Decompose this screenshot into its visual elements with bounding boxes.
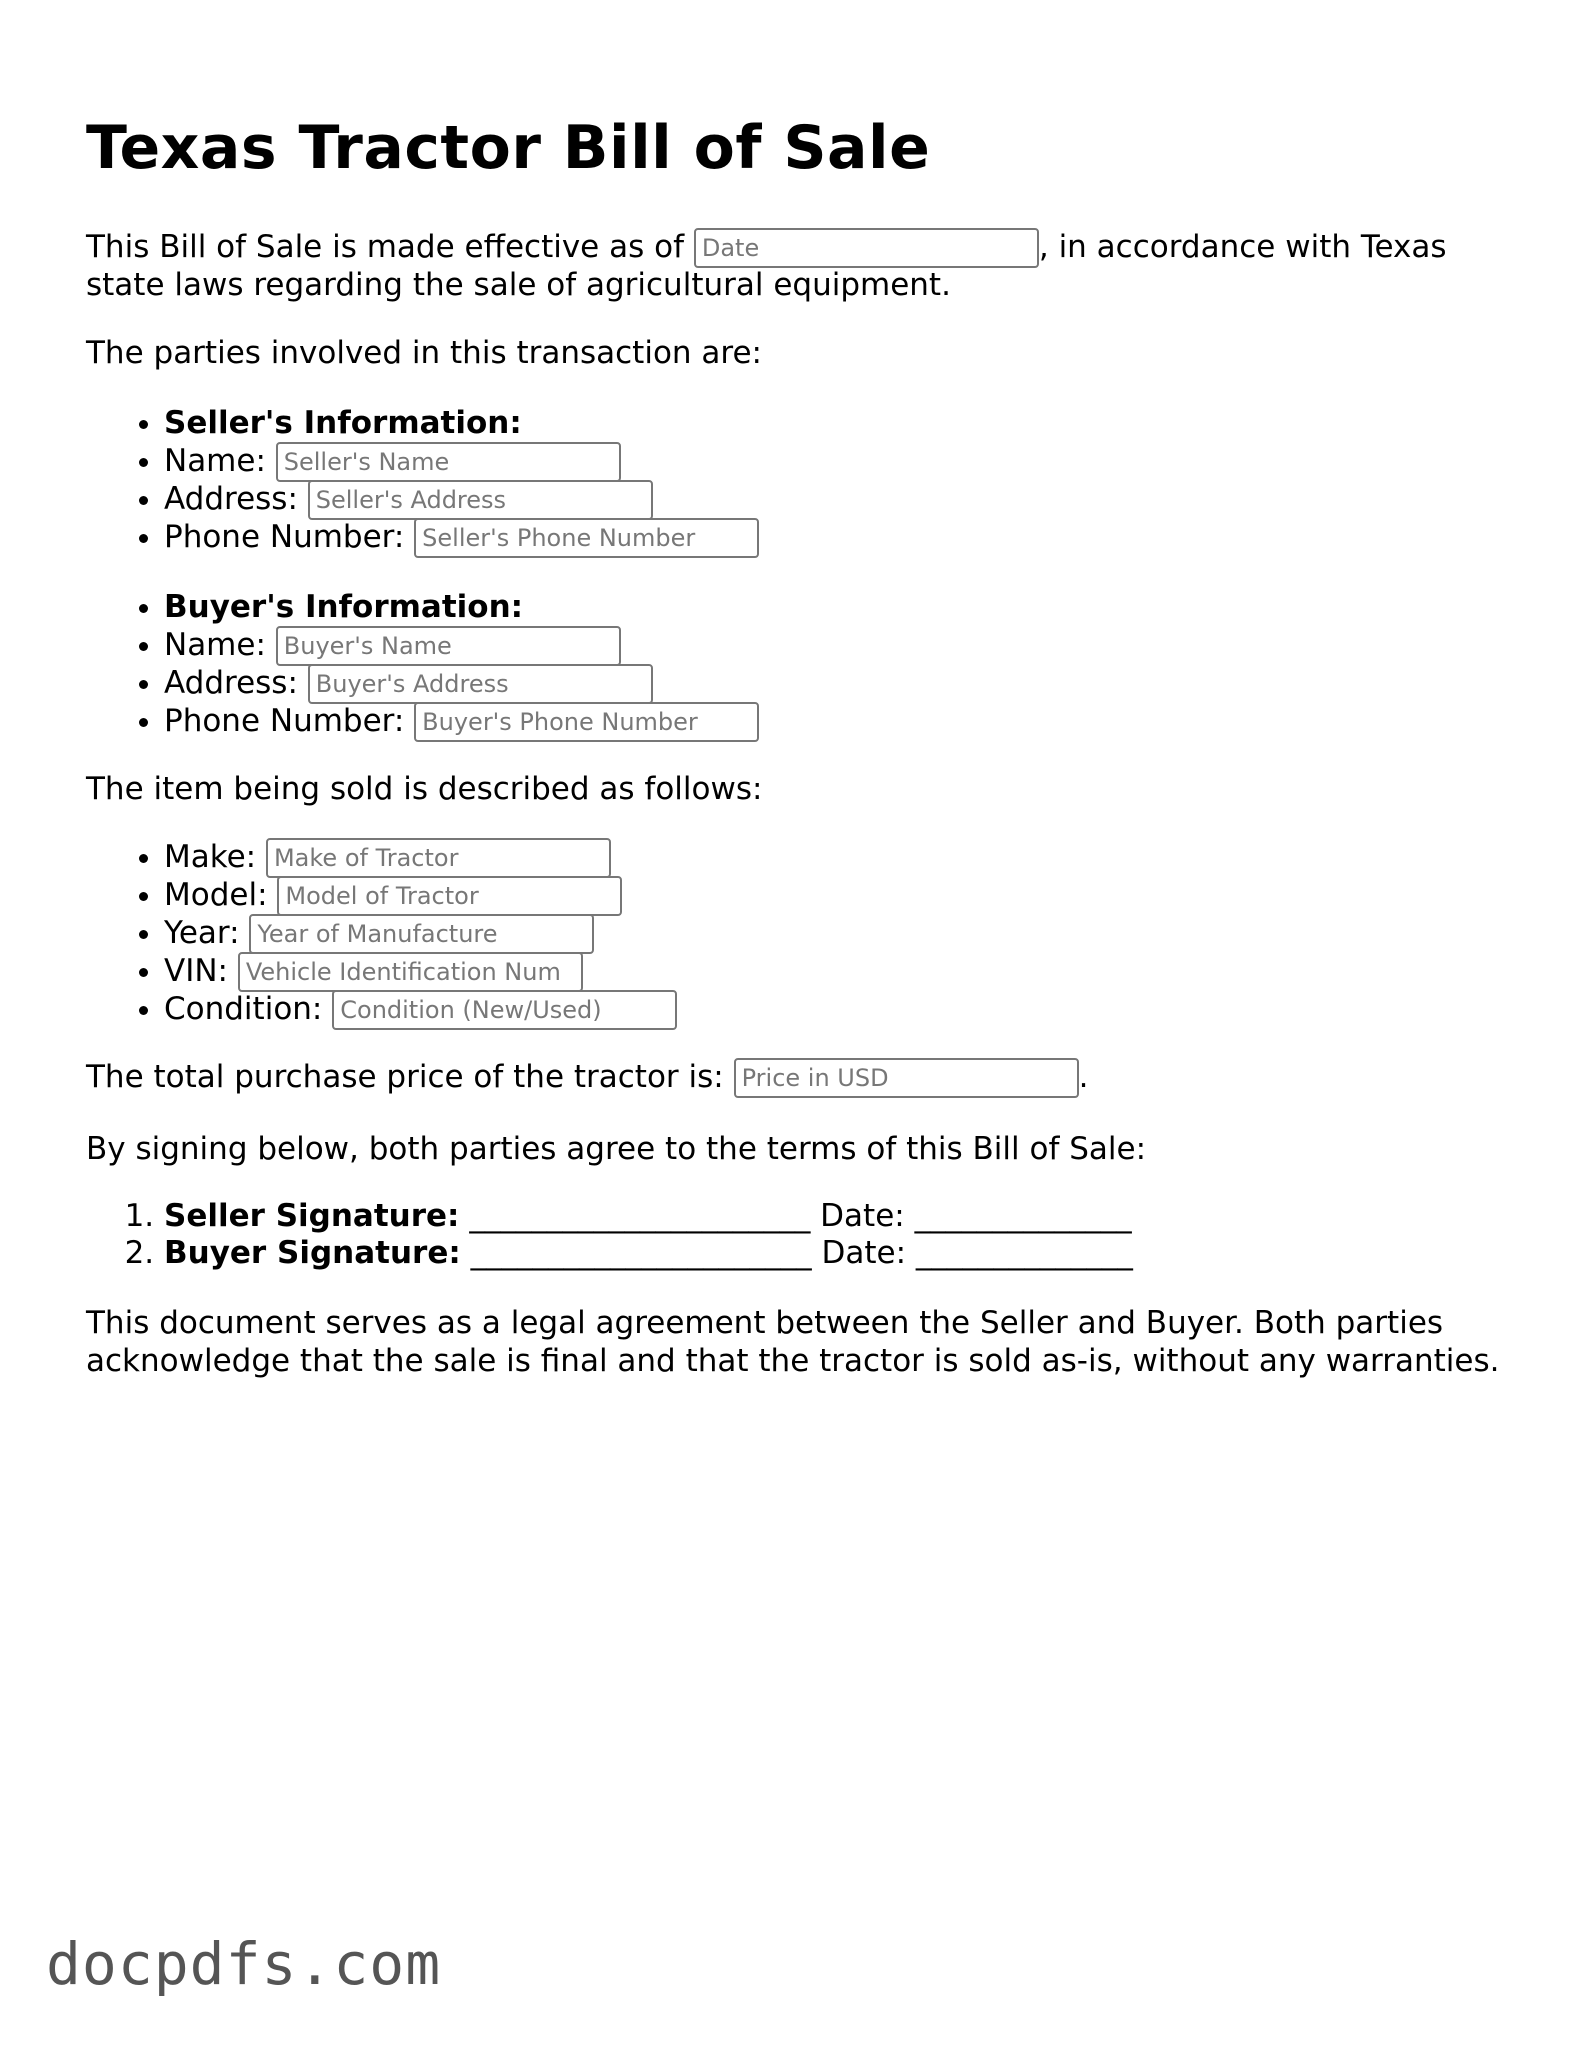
item-vin-item bbox=[164, 952, 1516, 990]
signing-intro: By signing below, both parties agree to the terms of this Bill of Sale: bbox=[86, 1131, 1147, 1167]
seller-heading: Seller's Information: bbox=[164, 405, 522, 441]
year-field[interactable]: Year of Manufacture bbox=[249, 914, 594, 954]
seller-phone-label: Phone Number: bbox=[164, 519, 405, 555]
buyer-address-field[interactable]: Buyer's Address bbox=[308, 664, 653, 704]
item-year-item bbox=[164, 914, 1516, 952]
price-paragraph bbox=[86, 1058, 1516, 1096]
intro-text-before: This Bill of Sale is made effective as of bbox=[86, 229, 694, 265]
condition-field[interactable]: Condition (New/Used) bbox=[332, 990, 677, 1030]
vin-field[interactable]: Vehicle Identification Num bbox=[238, 952, 583, 992]
seller-date-line: ______________ bbox=[914, 1198, 1132, 1234]
seller-phone-field[interactable]: Seller's Phone Number bbox=[414, 518, 759, 558]
buyer-name-item bbox=[164, 626, 1516, 664]
seller-info-list bbox=[86, 404, 1516, 556]
make-label: Make: bbox=[164, 839, 257, 875]
intro-paragraph bbox=[86, 228, 1516, 304]
effective-date-field[interactable]: Date bbox=[694, 228, 1039, 268]
buyer-heading: Buyer's Information: bbox=[164, 589, 524, 625]
vin-label: VIN: bbox=[164, 953, 228, 989]
buyer-heading-item bbox=[164, 588, 1516, 626]
buyer-phone-item bbox=[164, 702, 1516, 740]
item-make-item bbox=[164, 838, 1516, 876]
model-label: Model: bbox=[164, 877, 268, 913]
seller-signature-line: ______________________ bbox=[469, 1198, 811, 1234]
intro-text-after: , in accordance with Texas state laws regarding the sale of agricultural equipment. bbox=[86, 229, 1447, 303]
price-text-after: . bbox=[1078, 1059, 1089, 1095]
buyer-name-field[interactable]: Buyer's Name bbox=[276, 626, 621, 666]
model-field[interactable]: Model of Tractor bbox=[277, 876, 622, 916]
item-model-item bbox=[164, 876, 1516, 914]
buyer-address-item bbox=[164, 664, 1516, 702]
seller-address-item bbox=[164, 480, 1516, 518]
seller-signature-label: Seller Signature: bbox=[164, 1198, 460, 1234]
buyer-phone-field[interactable]: Buyer's Phone Number bbox=[414, 702, 759, 742]
seller-address-label: Address: bbox=[164, 481, 298, 517]
signature-list bbox=[86, 1198, 1516, 1272]
seller-name-item bbox=[164, 442, 1516, 480]
closing-paragraph: This document serves as a legal agreement between the Seller and Buyer. Both parties acknowledge that the sale is final and that the tractor is sold as-is, without any warranties. bbox=[86, 1305, 1500, 1379]
seller-name-field[interactable]: Seller's Name bbox=[276, 442, 621, 482]
buyer-date-label: Date: bbox=[821, 1235, 907, 1271]
buyer-signature-label: Buyer Signature: bbox=[164, 1235, 461, 1271]
watermark: docpdfs.com bbox=[46, 1930, 442, 1998]
seller-address-field[interactable]: Seller's Address bbox=[308, 480, 653, 520]
buyer-signature-line: ______________________ bbox=[470, 1235, 812, 1271]
make-field[interactable]: Make of Tractor bbox=[266, 838, 611, 878]
price-field[interactable]: Price in USD bbox=[734, 1058, 1079, 1098]
buyer-date-line: ______________ bbox=[915, 1235, 1133, 1271]
buyer-phone-label: Phone Number: bbox=[164, 703, 405, 739]
seller-signature-item bbox=[164, 1198, 1516, 1235]
buyer-info-list bbox=[86, 588, 1516, 740]
parties-intro: The parties involved in this transaction are: bbox=[86, 335, 762, 371]
item-intro: The item being sold is described as follows: bbox=[86, 771, 763, 807]
price-text-before: The total purchase price of the tractor is: bbox=[86, 1059, 734, 1095]
buyer-address-label: Address: bbox=[164, 665, 298, 701]
seller-date-label: Date: bbox=[820, 1198, 905, 1234]
page-title: Texas Tractor Bill of Sale bbox=[86, 113, 931, 183]
item-condition-item bbox=[164, 990, 1516, 1028]
document bbox=[86, 0, 1516, 1380]
item-info-list bbox=[86, 838, 1516, 1028]
year-label: Year: bbox=[164, 915, 240, 951]
seller-phone-item bbox=[164, 518, 1516, 556]
buyer-signature-item bbox=[164, 1235, 1516, 1272]
condition-label: Condition: bbox=[164, 991, 323, 1027]
buyer-name-label: Name: bbox=[164, 627, 266, 663]
seller-heading-item bbox=[164, 404, 1516, 442]
seller-name-label: Name: bbox=[164, 443, 266, 479]
